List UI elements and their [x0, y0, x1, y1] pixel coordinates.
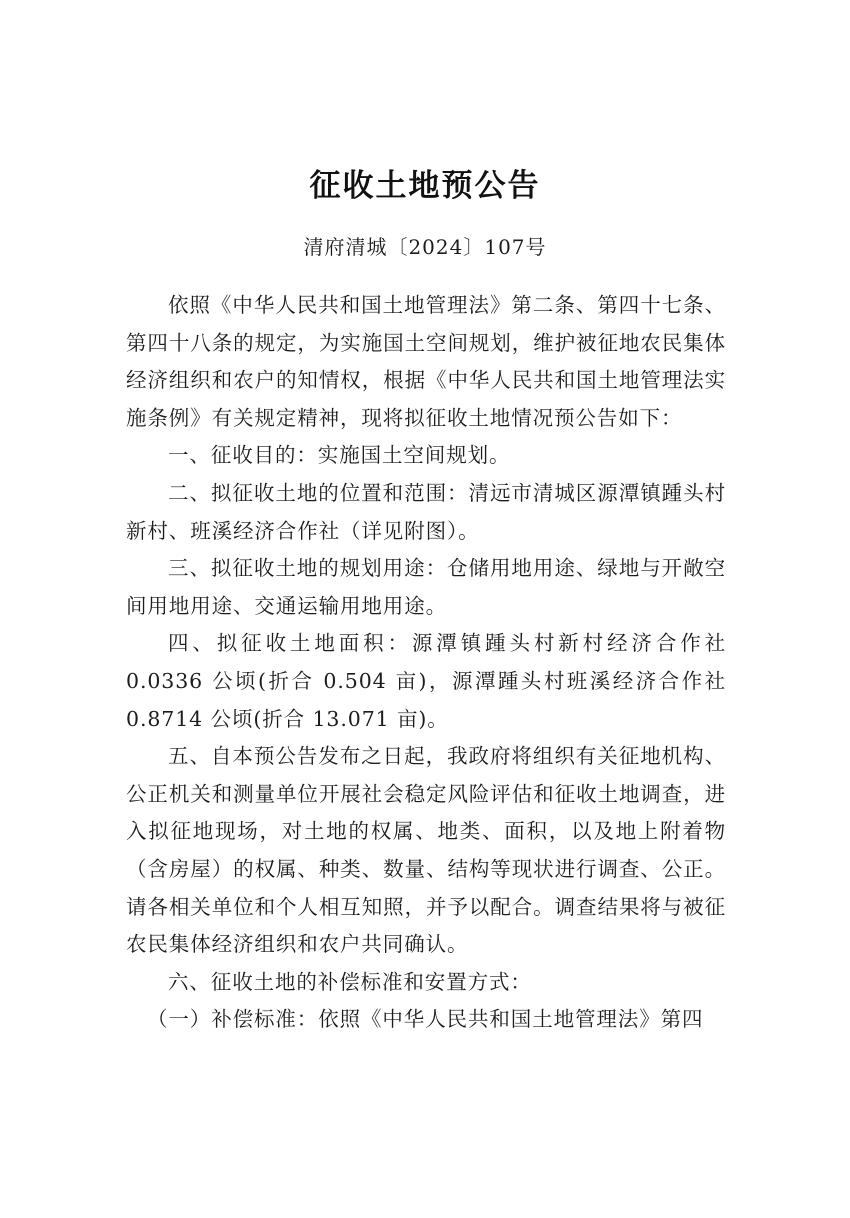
- document-title: 征收土地预公告: [309, 168, 541, 204]
- document-body: [126, 287, 726, 1039]
- paragraph-area: 四、拟征收土地面积：源潭镇踵头村新村经济合作社 0.0336 公顷(折合 0.504 亩)，源潭踵头村班溪经济合作社 0.8714 公顷(折合 13.071 亩)。: [126, 631, 726, 731]
- paragraph-compensation-standard: （一）补偿标准：依照《中华人民共和国土地管理法》第四: [147, 1007, 704, 1032]
- document-number: 清府清城〔2024〕107号: [303, 235, 547, 259]
- paragraph-planned-use: 三、拟征收土地的规划用途：仓储用地用途、绿地与开敞空间用地用途、交通运输用地用途。: [126, 556, 726, 618]
- paragraph-purpose: 一、征收目的：实施国土空间规划。: [168, 443, 511, 468]
- paragraph-compensation-heading: 六、征收土地的补偿标准和安置方式：: [168, 969, 532, 994]
- paragraph-survey: 五、自本预公告发布之日起，我政府将组织有关征地机构、公正机关和测量单位开展社会稳定风险评估和征收土地调查，进入拟征地现场，对土地的权属、地类、面积，以及地上附着物（含房屋）的权属、种类、数量、结构等现状进行调查、公正。请各相关单位和个人相互知照，并予以配合。调查结果将与被征农民集体经济组织和农户共同确认。: [126, 744, 726, 957]
- paragraph-location: 二、拟征收土地的位置和范围：清远市清城区源潭镇踵头村新村、班溪经济合作社（详见附图）。: [126, 480, 726, 543]
- paragraph-preamble: 依照《中华人民共和国土地管理法》第二条、第四十七条、第四十八条的规定，为实施国土空间规划，维护被征地农民集体经济组织和农户的知情权，根据《中华人民共和国土地管理法实施条例》有关规定精神，现将拟征收土地情况预公告如下：: [126, 293, 726, 430]
